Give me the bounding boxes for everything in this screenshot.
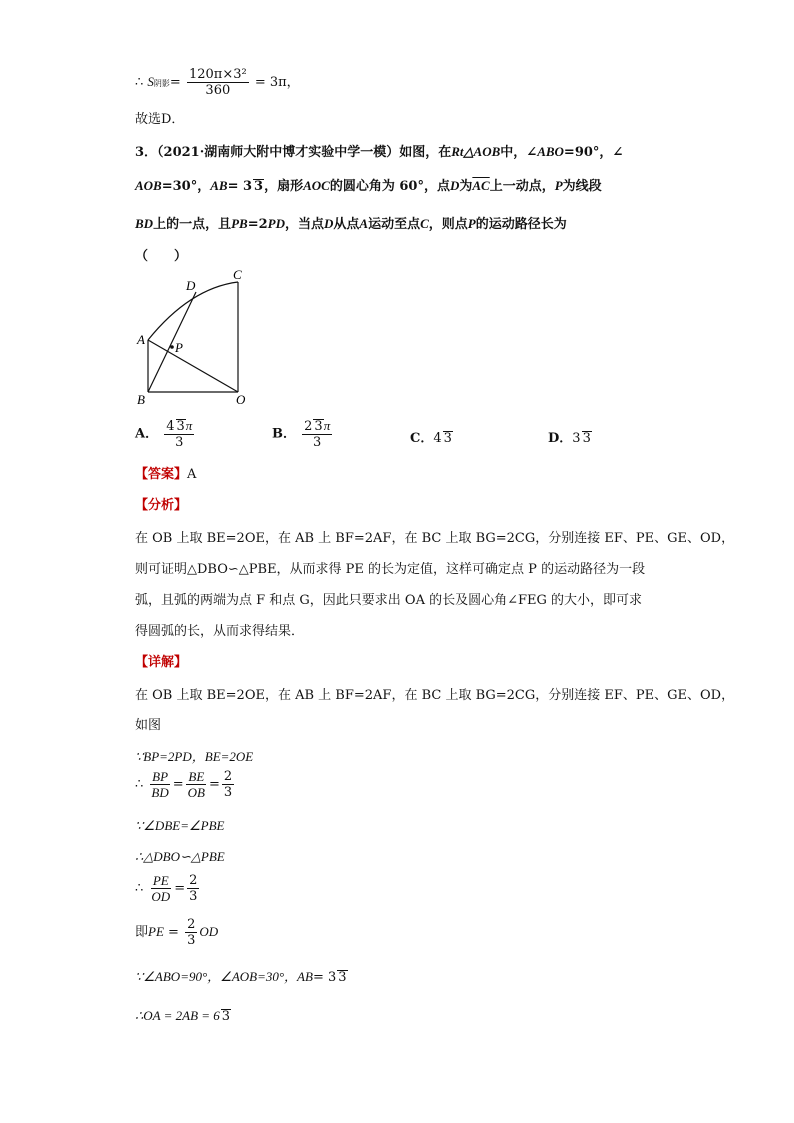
step-7: ∵∠ABO=90°，∠AOB=30°，AB= 3 3	[135, 969, 347, 985]
step-3: ∵∠DBE=∠PBE	[135, 818, 225, 833]
geometry-figure	[130, 270, 260, 410]
label-p: P	[175, 340, 183, 355]
answer-row	[135, 463, 196, 482]
step-2: ∴ $\frac{BP}{BD}$ = $\frac{BE}{OB}$ = $\frac{2}{3}$	[135, 769, 233, 800]
detail-line-1: 在 OB 上取 BE=2OE，在 AB 上 BF=2AF，在 BC 上取 BG=2CG，分别连接 EF、PE、GE、OD，	[135, 688, 735, 703]
option-a: A． $\frac{4 3\pi}{3}$	[135, 418, 193, 450]
analysis-line-2: 则可证明△DBO∽△PBE，从而求得 PE 的长为定值，这样可确定点 P 的运动路径为一段	[135, 562, 646, 577]
label-d: D	[186, 278, 196, 293]
segment-ao	[148, 340, 238, 392]
analysis-line-1: 在 OB 上取 BE=2OE，在 AB 上 BF=2AF，在 BC 上取 BG=2CG，分别连接 EF、PE、GE、OD，	[135, 531, 735, 546]
step-6: 即PE = $\frac{2}{3}$ OD	[135, 917, 219, 948]
detail-tag: 【详解】	[135, 655, 188, 670]
step-4: ∴△DBO∽△PBE	[135, 849, 225, 864]
analysis-line-3: 弧，且弧的两端为点 F 和点 G，因此只要求出 OA 的长及圆心角∠FEG 的大小，即可求	[135, 593, 643, 608]
analysis-tag: 【分析】	[135, 498, 188, 513]
option-d: D．3 3	[548, 431, 591, 446]
analysis-line-4: 得圆弧的长，从而求得结果．	[135, 624, 305, 639]
problem-line-3: BD上的一点，且PB=2PD，当点D从点A运动至点C，则点P的运动路径长为	[135, 216, 567, 232]
step-5: ∴ $\frac{PE}{OD}$ = $\frac{2}{3}$	[135, 873, 198, 904]
option-b: B． $\frac{2 3\pi}{3}$	[272, 418, 331, 450]
answer-value: A	[187, 467, 197, 482]
step-1: ∵BP=2PD，BE=2OE	[135, 749, 254, 764]
option-c: C．4 3	[410, 431, 452, 446]
detail-line-2: 如图	[135, 718, 162, 733]
label-a: A	[137, 332, 145, 347]
problem-line-1: 3．（2021·湖南师大附中博才实验中学一模）如图，在Rt△AOB中，∠ABO=90°，∠	[135, 144, 624, 160]
area-fraction: $\frac{\text{120π×3²}}{360}$	[188, 67, 247, 98]
segment-bd	[148, 292, 196, 392]
label-c: C	[233, 270, 242, 282]
answer-paren: （ ）	[135, 249, 188, 264]
problem-line-2: AOB=30°，AB= 3 3，扇形AOC的圆心角为 60°，点D为$\overline{AC}$上一动点，P为线段	[135, 178, 602, 194]
area-formula: ∴ S阴影= $\frac{\text{120π×3²}}{360}$ = 3π，	[135, 67, 300, 98]
point-p	[170, 345, 174, 349]
choose-d-text: 故选D．	[135, 112, 185, 127]
step-8: ∴OA = 2AB = 6 3	[135, 1008, 231, 1024]
answer-tag: 【答案】	[135, 467, 188, 482]
label-b: B	[137, 392, 145, 407]
label-o: O	[236, 392, 246, 407]
